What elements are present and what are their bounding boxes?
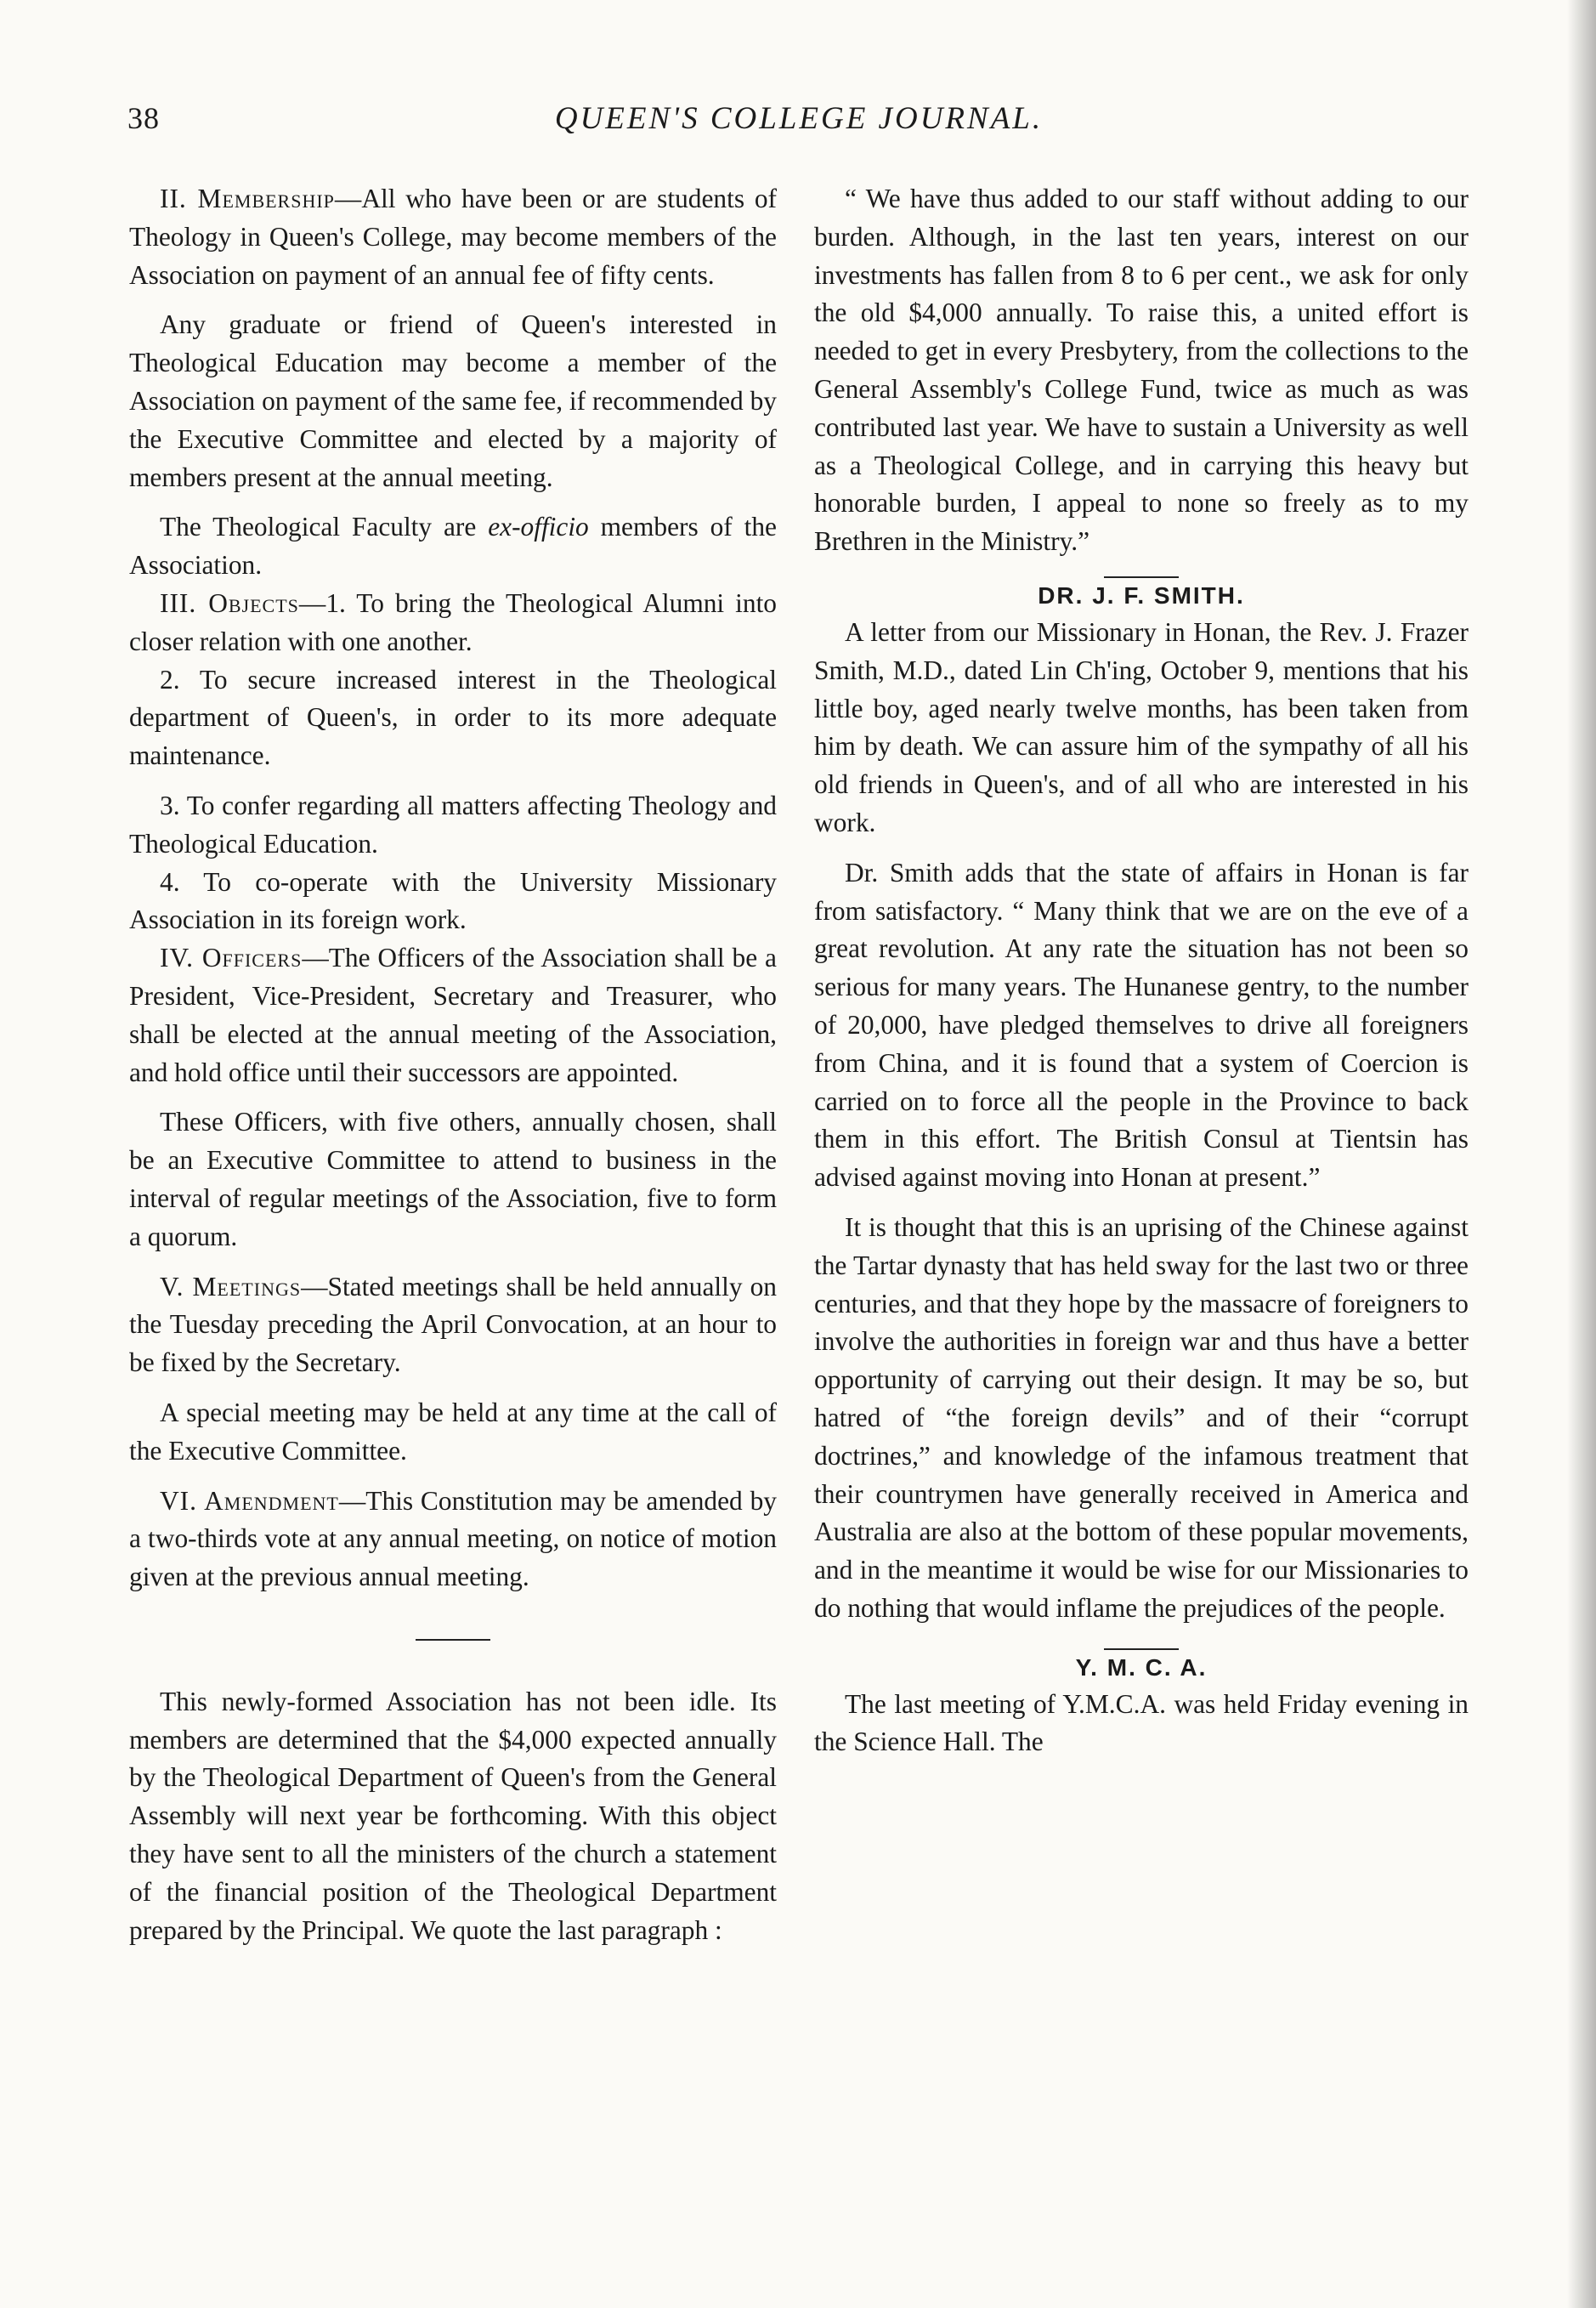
page-number: 38: [127, 101, 160, 135]
amendment-paragraph: [129, 1483, 777, 1596]
amendment-text: —This Constitution may be amended by a two-thirds vote at any annual meeting, on notice of motion given at the previous annual meeting.: [129, 1485, 777, 1592]
meetings-paragraph: [129, 1268, 777, 1382]
object-2-paragraph: 2. To secure increased interest in the Theological department of Queen's, in order to its more adequate maintenance.: [129, 664, 777, 771]
right-column: [814, 180, 1469, 1761]
object-4-paragraph: 4. To co-operate with the University Missionary Association in its foreign work.: [129, 866, 777, 935]
membership-text: —All who have been or are students of Theology in Queen's College, may become members of the Association on payment of an annual fee of fifty cents.: [129, 184, 777, 290]
amendment-label: VI. Amendment: [160, 1485, 339, 1516]
journal-title: QUEEN'S COLLEGE JOURNAL.: [554, 101, 1044, 136]
left-column: [129, 180, 777, 1949]
objects-paragraph: [129, 585, 777, 661]
officers-text: —The Officers of the Association shall be a President, Vice-President, Secretary and Treasurer, who shall be elected at the annual meeting of the Association, and hold office until their successors are appointed.: [129, 943, 777, 1087]
object-3-paragraph: 3. To confer regarding all matters affecting Theology and Theological Education.: [129, 790, 777, 859]
faculty-text-after: members of the Association.: [129, 512, 777, 581]
special-meeting-paragraph: A special meeting may be held at any time at the call of the Executive Committee.: [129, 1397, 777, 1466]
ymca-paragraph: The last meeting of Y.M.C.A. was held Friday evening in the Science Hall. The: [814, 1688, 1469, 1757]
membership-label: II. Membership: [160, 184, 335, 213]
executive-committee-paragraph: These Officers, with five others, annually chosen, shall be an Executive Committee to attend to business in the interval of regular meetings of the Association, five to form a quorum.: [129, 1107, 777, 1251]
graduate-membership-paragraph: Any graduate or friend of Queen's interested in Theological Education may become a member of the Association on payment of the same fee, if recommended by the Executive Committee and elected by a majority of members present at the annual meeting.: [129, 309, 777, 492]
officers-label: IV. Officers: [160, 943, 303, 973]
faculty-paragraph: [129, 508, 777, 585]
officers-paragraph: [129, 939, 777, 1092]
honan-affairs-paragraph: Dr. Smith adds that the state of affairs in Honan is far from satisfactory. “ Many think that we are on the eve of a great revolution. At any rate the situation has not been so serious for many years. The Hunanese gentry, to the number of 20,000, have pledged themselves to drive all foreigners from China, and it is found that a system of Coercion is carried on to force all the people in the Province to back them in this effort. The British Consul at Tientsin has advised against moving into Honan at present.”: [814, 857, 1469, 1193]
objects-label: III. Objects: [160, 587, 299, 618]
principal-quote: [814, 180, 1469, 561]
meetings-text: —Stated meetings shall be held annually on the Tuesday preceding the April Convocation, at an hour to be fixed by the Secretary.: [129, 1271, 777, 1378]
smith-letter-paragraph: A letter from our Missionary in Honan, the Rev. J. Frazer Smith, M.D., dated Lin Ch'ing, October 9, mentions that his little boy, aged nearly twelve months, has been taken from him by death. We can assure him of the sympathy of all his old friends in Queen's, and of all who are interested in his work.: [814, 616, 1469, 837]
page-header: [127, 100, 1470, 151]
faculty-text-before: The Theological Faculty are: [160, 512, 489, 542]
uprising-paragraph: It is thought that this is an uprising of the Chinese against the Tartar dynasty that has held sway for the last two or three centuries, and that they hope by the massacre of foreigners to involve the authorities in foreign war and thus have a better opportunity of carrying out their design. It may be so, but hatred of “the foreign devils” and of their “corrupt doctrines,” and knowledge of the infamous treatment that their countrymen have generally received in America and Australia are also at the bottom of these popular movements, and in the meantime it would be wise for our Missionaries to do nothing that would inflame the prejudices of the people.: [814, 1211, 1469, 1623]
meetings-label: V. Meetings: [160, 1271, 302, 1301]
smith-heading: DR. J. F. SMITH.: [1038, 581, 1245, 609]
ymca-heading: Y. M. C. A.: [1075, 1653, 1208, 1681]
association-paragraph: This newly-formed Association has not been idle. Its members are determined that the $4,000 expected annually by the Theological Department of Queen's from the General Assembly will next year be forthcoming. With this object they have sent to all the ministers of the church a statement of the financial position of the Theological Department prepared by the Principal. We quote the last paragraph :: [129, 1686, 777, 1945]
ex-officio-italic: ex-officio: [488, 512, 589, 542]
objects-text: —1. To bring the Theological Alumni into closer relation with one another.: [129, 587, 777, 656]
page-edge-shadow: [1567, 0, 1596, 2308]
quote-paragraph: “ We have thus added to our staff without adding to our burden. Although, in the last ten years, interest on our investments has fallen from 8 to 6 per cent., we ask for only the old $4,000 annually. To raise this, a united effort is needed to get in every Presbytery, from the collections to the General Assembly's College Fund, twice as much as was contributed last year. We have to sustain a University as well as a Theological College, and in carrying this heavy but honorable burden, I appeal to none so freely as to my Brethren in the Ministry.”: [814, 184, 1469, 557]
membership-paragraph: [129, 180, 777, 294]
